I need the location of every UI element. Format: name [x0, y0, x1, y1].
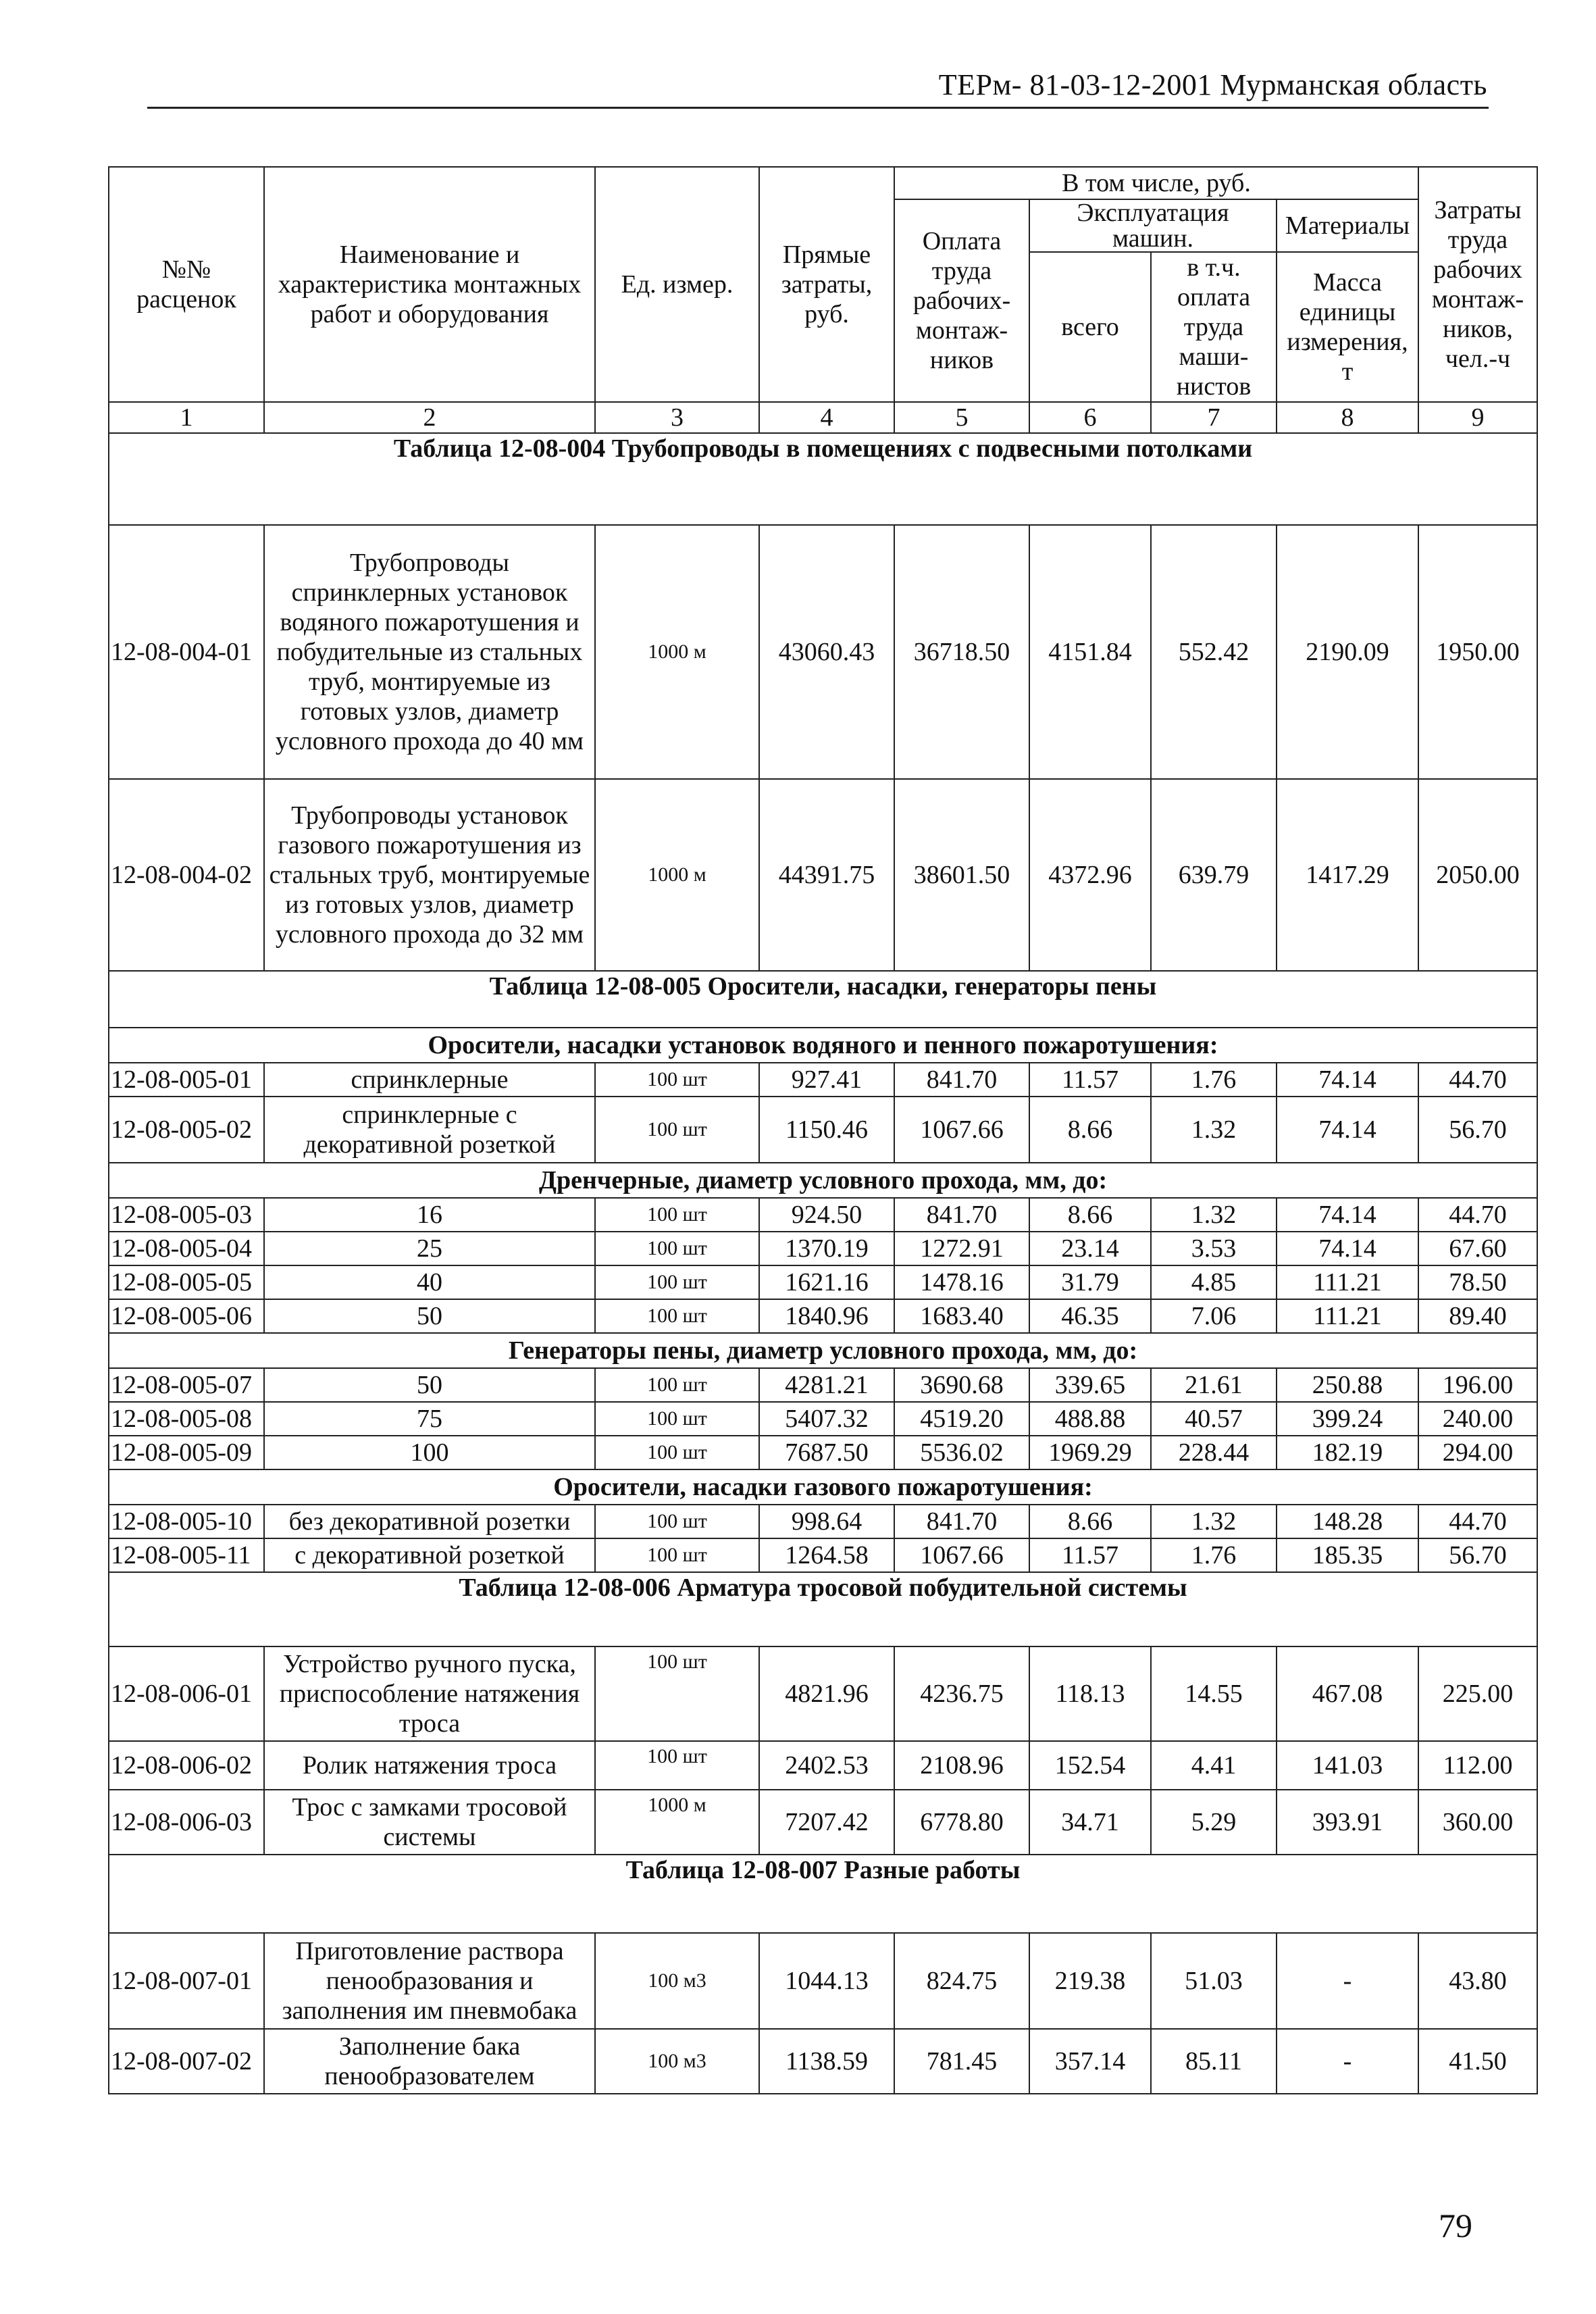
- unit: 100 шт: [595, 1646, 759, 1741]
- machine-costs: 8.66: [1029, 1097, 1151, 1163]
- labor-costs: 5536.02: [894, 1436, 1029, 1469]
- labor-costs: 2108.96: [894, 1741, 1029, 1790]
- col-machines-labor-header: в т.ч. оплата труда маши-нистов: [1151, 252, 1277, 402]
- column-number: 9: [1418, 402, 1537, 433]
- column-number: 1: [109, 402, 264, 433]
- rate-code: 12-08-006-03: [109, 1790, 264, 1855]
- machine-costs: 4151.84: [1029, 525, 1151, 779]
- labor-hours: 44.70: [1418, 1063, 1537, 1097]
- labor-hours: 112.00: [1418, 1741, 1537, 1790]
- labor-costs: 841.70: [894, 1063, 1029, 1097]
- column-number: 3: [595, 402, 759, 433]
- machine-costs: 1969.29: [1029, 1436, 1151, 1469]
- material-mass: 2190.09: [1277, 525, 1418, 779]
- table-header-row: [109, 167, 1537, 199]
- machinist-labor: 1.76: [1151, 1538, 1277, 1572]
- machine-costs: 488.88: [1029, 1402, 1151, 1436]
- machine-costs: 8.66: [1029, 1505, 1151, 1538]
- machinist-labor: 7.06: [1151, 1299, 1277, 1333]
- labor-costs: 3690.68: [894, 1368, 1029, 1402]
- section-title: Таблица 12-08-005 Оросители, насадки, генераторы пены: [109, 971, 1537, 1001]
- direct-costs: 44391.75: [759, 779, 894, 971]
- direct-costs: 5407.32: [759, 1402, 894, 1436]
- unit: 1000 м: [595, 1790, 759, 1855]
- column-number: 4: [759, 402, 894, 433]
- table-row: [109, 1402, 1537, 1436]
- machine-costs: 23.14: [1029, 1232, 1151, 1265]
- machinist-labor: 14.55: [1151, 1646, 1277, 1741]
- rate-code: 12-08-005-07: [109, 1368, 264, 1402]
- machinist-labor: 228.44: [1151, 1436, 1277, 1469]
- rate-code: 12-08-005-08: [109, 1402, 264, 1436]
- work-description: Трос с замками тросовой системы: [264, 1790, 595, 1855]
- direct-costs: 927.41: [759, 1063, 894, 1097]
- rate-code: 12-08-007-02: [109, 2029, 264, 2094]
- material-mass: 1417.29: [1277, 779, 1418, 971]
- section-title: Таблица 12-08-007 Разные работы: [109, 1855, 1537, 1885]
- labor-costs: 1683.40: [894, 1299, 1029, 1333]
- section-title-row: [109, 1572, 1537, 1603]
- labor-hours: 67.60: [1418, 1232, 1537, 1265]
- table-row: [109, 2029, 1537, 2094]
- direct-costs: 1138.59: [759, 2029, 894, 2094]
- labor-hours: 44.70: [1418, 1198, 1537, 1232]
- rate-code: 12-08-007-01: [109, 1933, 264, 2029]
- table-row: [109, 779, 1537, 971]
- direct-costs: 1044.13: [759, 1933, 894, 2029]
- unit: 100 шт: [595, 1232, 759, 1265]
- direct-costs: 4821.96: [759, 1646, 894, 1741]
- col-hours-header: Затраты труда рабочих монтаж-ников, чел.-ч: [1418, 167, 1537, 402]
- rate-code: 12-08-005-09: [109, 1436, 264, 1469]
- machinist-labor: 5.29: [1151, 1790, 1277, 1855]
- labor-costs: 1478.16: [894, 1265, 1029, 1299]
- machine-costs: 4372.96: [1029, 779, 1151, 971]
- material-mass: 141.03: [1277, 1741, 1418, 1790]
- unit: 100 шт: [595, 1538, 759, 1572]
- machine-costs: 357.14: [1029, 2029, 1151, 2094]
- labor-hours: 78.50: [1418, 1265, 1537, 1299]
- rate-code: 12-08-004-02: [109, 779, 264, 971]
- unit: 100 шт: [595, 1198, 759, 1232]
- table-row: [109, 1933, 1537, 2029]
- unit: 1000 м: [595, 779, 759, 971]
- direct-costs: 4281.21: [759, 1368, 894, 1402]
- machine-costs: 31.79: [1029, 1265, 1151, 1299]
- labor-hours: 196.00: [1418, 1368, 1537, 1402]
- column-number: 5: [894, 402, 1029, 433]
- labor-costs: 36718.50: [894, 525, 1029, 779]
- spacer-row: [109, 1603, 1537, 1646]
- unit: 100 шт: [595, 1436, 759, 1469]
- material-mass: -: [1277, 1933, 1418, 2029]
- material-mass: -: [1277, 2029, 1418, 2094]
- section-title: Таблица 12-08-006 Арматура тросовой побудительной системы: [109, 1572, 1537, 1603]
- column-number: 8: [1277, 402, 1418, 433]
- table-row: [109, 1646, 1537, 1741]
- col-direct-header: Прямые затраты, руб.: [759, 167, 894, 402]
- work-description: Устройство ручного пуска, приспособление натяжения троса: [264, 1646, 595, 1741]
- group-heading: Оросители, насадки газового пожаротушения:: [109, 1469, 1537, 1505]
- col-materials-header: Материалы: [1277, 199, 1418, 252]
- group-heading: Генераторы пены, диаметр условного прохода, мм, до:: [109, 1333, 1537, 1368]
- direct-costs: 1150.46: [759, 1097, 894, 1163]
- work-description: спринклерные: [264, 1063, 595, 1097]
- page-number: 79: [1439, 2207, 1472, 2244]
- spacer-row: [109, 1001, 1537, 1028]
- work-description: Трубопроводы спринклерных установок водяного пожаротушения и побудительные из стальных труб, монтируемые из готовых узлов, диаметр условного прохода до 40 мм: [264, 525, 595, 779]
- work-description: 75: [264, 1402, 595, 1436]
- rate-code: 12-08-006-02: [109, 1741, 264, 1790]
- machine-costs: 8.66: [1029, 1198, 1151, 1232]
- unit: 100 шт: [595, 1097, 759, 1163]
- machinist-labor: 552.42: [1151, 525, 1277, 779]
- labor-costs: 1067.66: [894, 1097, 1029, 1163]
- work-description: 40: [264, 1265, 595, 1299]
- machinist-labor: 1.32: [1151, 1097, 1277, 1163]
- direct-costs: 2402.53: [759, 1741, 894, 1790]
- table-row: [109, 1198, 1537, 1232]
- unit: 100 м3: [595, 2029, 759, 2094]
- material-mass: 250.88: [1277, 1368, 1418, 1402]
- rate-code: 12-08-004-01: [109, 525, 264, 779]
- machinist-labor: 51.03: [1151, 1933, 1277, 2029]
- column-number: 2: [264, 402, 595, 433]
- direct-costs: 7687.50: [759, 1436, 894, 1469]
- work-description: спринклерные с декоративной розеткой: [264, 1097, 595, 1163]
- machine-costs: 219.38: [1029, 1933, 1151, 2029]
- table-row: [109, 1790, 1537, 1855]
- column-number-row: [109, 402, 1537, 433]
- direct-costs: 43060.43: [759, 525, 894, 779]
- direct-costs: 1621.16: [759, 1265, 894, 1299]
- rate-code: 12-08-005-03: [109, 1198, 264, 1232]
- labor-hours: 43.80: [1418, 1933, 1537, 2029]
- rate-code: 12-08-005-11: [109, 1538, 264, 1572]
- work-description: с декоративной розеткой: [264, 1538, 595, 1572]
- rate-code: 12-08-005-02: [109, 1097, 264, 1163]
- unit: 100 шт: [595, 1368, 759, 1402]
- rate-code: 12-08-005-01: [109, 1063, 264, 1097]
- table-row: [109, 525, 1537, 779]
- col-name-header: Наименование и характеристика монтажных работ и оборудования: [264, 167, 595, 402]
- direct-costs: 7207.42: [759, 1790, 894, 1855]
- table-row: [109, 1505, 1537, 1538]
- machine-costs: 11.57: [1029, 1538, 1151, 1572]
- material-mass: 399.24: [1277, 1402, 1418, 1436]
- machinist-labor: 40.57: [1151, 1402, 1277, 1436]
- material-mass: 74.14: [1277, 1063, 1418, 1097]
- group-heading: Дренчерные, диаметр условного прохода, мм, до:: [109, 1163, 1537, 1198]
- machine-costs: 118.13: [1029, 1646, 1151, 1741]
- labor-hours: 44.70: [1418, 1505, 1537, 1538]
- labor-costs: 4236.75: [894, 1646, 1029, 1741]
- machinist-labor: 1.32: [1151, 1505, 1277, 1538]
- machinist-labor: 1.32: [1151, 1198, 1277, 1232]
- col-code-header: №№ расценок: [109, 167, 264, 402]
- table-row: [109, 1063, 1537, 1097]
- work-description: Приготовление раствора пенообразования и заполнения им пневмобака: [264, 1933, 595, 2029]
- material-mass: 393.91: [1277, 1790, 1418, 1855]
- work-description: без декоративной розетки: [264, 1505, 595, 1538]
- table-row: [109, 1436, 1537, 1469]
- unit: 100 шт: [595, 1299, 759, 1333]
- work-description: 100: [264, 1436, 595, 1469]
- col-machines-header: Эксплуатация машин.: [1029, 199, 1277, 252]
- work-description: Трубопроводы установок газового пожаротушения из стальных труб, монтируемые из готовых узлов, диаметр условного прохода до 32 мм: [264, 779, 595, 971]
- work-description: 16: [264, 1198, 595, 1232]
- spacer-row: [109, 1885, 1537, 1933]
- table-row: [109, 1741, 1537, 1790]
- labor-hours: 1950.00: [1418, 525, 1537, 779]
- group-heading-row: [109, 1469, 1537, 1505]
- labor-hours: 294.00: [1418, 1436, 1537, 1469]
- col-mass-header: Масса единицы измерения, т: [1277, 252, 1418, 402]
- material-mass: 74.14: [1277, 1198, 1418, 1232]
- column-number: 6: [1029, 402, 1151, 433]
- table-row: [109, 1538, 1537, 1572]
- material-mass: 111.21: [1277, 1299, 1418, 1333]
- labor-costs: 38601.50: [894, 779, 1029, 971]
- section-title-row: [109, 1855, 1537, 1885]
- spacer-row: [109, 463, 1537, 525]
- machinist-labor: 4.41: [1151, 1741, 1277, 1790]
- unit: 1000 м: [595, 525, 759, 779]
- col-unit-header: Ед. измер.: [595, 167, 759, 402]
- direct-costs: 1840.96: [759, 1299, 894, 1333]
- labor-hours: 2050.00: [1418, 779, 1537, 971]
- unit: 100 шт: [595, 1265, 759, 1299]
- direct-costs: 924.50: [759, 1198, 894, 1232]
- unit: 100 шт: [595, 1063, 759, 1097]
- machinist-labor: 85.11: [1151, 2029, 1277, 2094]
- labor-hours: 240.00: [1418, 1402, 1537, 1436]
- material-mass: 182.19: [1277, 1436, 1418, 1469]
- rate-code: 12-08-005-04: [109, 1232, 264, 1265]
- work-description: 50: [264, 1299, 595, 1333]
- labor-hours: 225.00: [1418, 1646, 1537, 1741]
- section-title-row: [109, 433, 1537, 463]
- unit: 100 шт: [595, 1741, 759, 1790]
- table-row: [109, 1097, 1537, 1163]
- labor-costs: 824.75: [894, 1933, 1029, 2029]
- unit: 100 шт: [595, 1402, 759, 1436]
- header-rule: [147, 107, 1489, 109]
- labor-costs: 4519.20: [894, 1402, 1029, 1436]
- table-row: [109, 1265, 1537, 1299]
- machine-costs: 46.35: [1029, 1299, 1151, 1333]
- direct-costs: 998.64: [759, 1505, 894, 1538]
- machinist-labor: 4.85: [1151, 1265, 1277, 1299]
- rate-code: 12-08-005-05: [109, 1265, 264, 1299]
- material-mass: 467.08: [1277, 1646, 1418, 1741]
- group-heading-row: [109, 1028, 1537, 1063]
- machine-costs: 34.71: [1029, 1790, 1151, 1855]
- unit: 100 шт: [595, 1505, 759, 1538]
- col-machines-total-header: всего: [1029, 252, 1151, 402]
- group-heading-row: [109, 1163, 1537, 1198]
- rate-code: 12-08-006-01: [109, 1646, 264, 1741]
- labor-costs: 6778.80: [894, 1790, 1029, 1855]
- labor-costs: 841.70: [894, 1198, 1029, 1232]
- work-description: 50: [264, 1368, 595, 1402]
- col-labor-header: Оплата труда рабочих-монтаж-ников: [894, 199, 1029, 402]
- machinist-labor: 639.79: [1151, 779, 1277, 971]
- section-title: Таблица 12-08-004 Трубопроводы в помещениях с подвесными потолками: [109, 433, 1537, 463]
- unit: 100 м3: [595, 1933, 759, 2029]
- group-heading-row: [109, 1333, 1537, 1368]
- table-row: [109, 1232, 1537, 1265]
- machinist-labor: 3.53: [1151, 1232, 1277, 1265]
- material-mass: 111.21: [1277, 1265, 1418, 1299]
- labor-hours: 360.00: [1418, 1790, 1537, 1855]
- labor-costs: 841.70: [894, 1505, 1029, 1538]
- rate-code: 12-08-005-06: [109, 1299, 264, 1333]
- rate-code: 12-08-005-10: [109, 1505, 264, 1538]
- labor-hours: 41.50: [1418, 2029, 1537, 2094]
- table-row: [109, 1368, 1537, 1402]
- labor-costs: 1272.91: [894, 1232, 1029, 1265]
- work-description: Заполнение бака пенообразователем: [264, 2029, 595, 2094]
- material-mass: 185.35: [1277, 1538, 1418, 1572]
- labor-hours: 56.70: [1418, 1097, 1537, 1163]
- column-number: 7: [1151, 402, 1277, 433]
- group-heading: Оросители, насадки установок водяного и пенного пожаротушения:: [109, 1028, 1537, 1063]
- labor-costs: 1067.66: [894, 1538, 1029, 1572]
- work-description: Ролик натяжения троса: [264, 1741, 595, 1790]
- labor-hours: 89.40: [1418, 1299, 1537, 1333]
- table-row: [109, 1299, 1537, 1333]
- material-mass: 74.14: [1277, 1232, 1418, 1265]
- work-description: 25: [264, 1232, 595, 1265]
- machine-costs: 152.54: [1029, 1741, 1151, 1790]
- machinist-labor: 1.76: [1151, 1063, 1277, 1097]
- labor-hours: 56.70: [1418, 1538, 1537, 1572]
- labor-costs: 781.45: [894, 2029, 1029, 2094]
- machine-costs: 11.57: [1029, 1063, 1151, 1097]
- direct-costs: 1370.19: [759, 1232, 894, 1265]
- col-incl-header: В том числе, руб.: [894, 167, 1418, 199]
- machine-costs: 339.65: [1029, 1368, 1151, 1402]
- material-mass: 74.14: [1277, 1097, 1418, 1163]
- section-title-row: [109, 971, 1537, 1001]
- rates-table: [108, 166, 1538, 2094]
- machinist-labor: 21.61: [1151, 1368, 1277, 1402]
- material-mass: 148.28: [1277, 1505, 1418, 1538]
- direct-costs: 1264.58: [759, 1538, 894, 1572]
- document-header-title: ТЕРм- 81-03-12-2001 Мурманская область: [938, 68, 1487, 101]
